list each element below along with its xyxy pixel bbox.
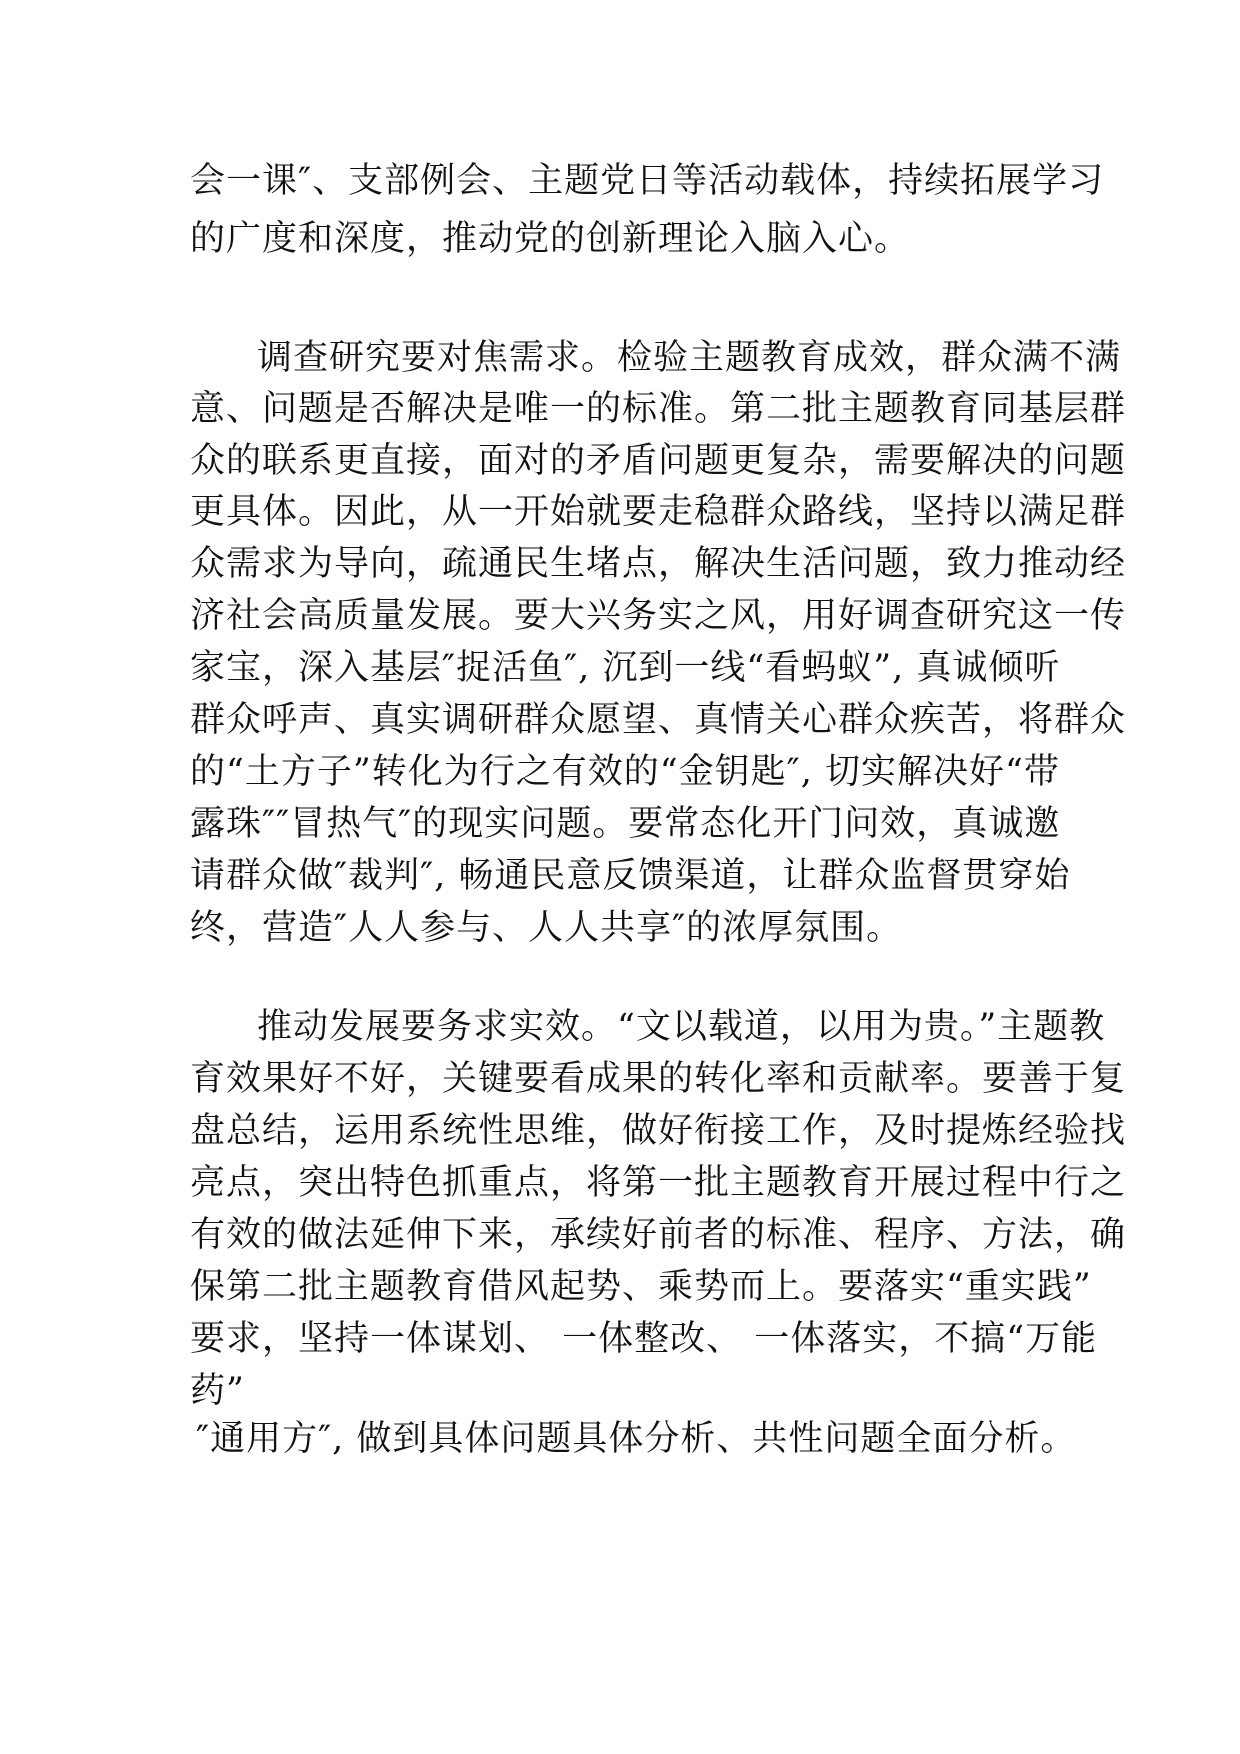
text-line: 保第二批主题教育借风起势、乘势而上。要落实“重实践” — [190, 1267, 1092, 1307]
text-line: 推动发展要务求实效。“文以载道，以用为贵。”主题教 — [257, 1007, 1106, 1047]
text-line: 的“土方子”转化为行之有效的“金钥匙″, 切实解决好“带 — [190, 752, 1060, 792]
text-line: 终，营造″人人参与、人人共享″的浓厚氛围。 — [190, 908, 903, 948]
text-line: 露珠″″冒热气″的现实问题。要常态化开门问效，真诚邀 — [190, 804, 1061, 844]
text-line: 药” — [190, 1371, 245, 1411]
text-line: 盘总结，运用系统性思维，做好衔接工作，及时提炼经验找 — [190, 1111, 1127, 1151]
text-line: 群众呼声、真实调研群众愿望、真情关心群众疾苦，将群众 — [190, 700, 1127, 740]
text-line: 众需求为导向，疏通民生堵点，解决生活问题，致力推动经 — [190, 544, 1127, 584]
text-line: 的广度和深度，推动党的创新理论入脑入心。 — [190, 219, 911, 259]
text-line: 请群众做″裁判″, 畅通民意反馈渠道，让群众监督贯穿始 — [190, 856, 1071, 896]
text-line: 有效的做法延伸下来，承续好前者的标准、程序、方法，确 — [190, 1215, 1127, 1255]
text-line: 调查研究要对焦需求。检验主题教育成效，群众满不满 — [257, 338, 1122, 378]
text-line: 亮点，突出特色抓重点，将第一批主题教育开展过程中行之 — [190, 1163, 1127, 1203]
text-line: 众的联系更直接，面对的矛盾问题更复杂，需要解决的问题 — [190, 441, 1127, 481]
text-line: 会一课″、支部例会、主题党日等活动载体，持续拓展学习 — [190, 161, 1105, 201]
text-line: 要求，坚持一体谋划、 一体整改、 一体落实，不搞“万能 — [190, 1319, 1098, 1359]
text-line: 济社会高质量发展。要大兴务实之风，用好调查研究这一传 — [190, 596, 1127, 636]
text-line: 家宝，深入基层″捉活鱼″, 沉到一线“看蚂蚁”, 真诚倾听 — [190, 648, 1061, 688]
text-line: ″通用方″, 做到具体问题具体分析、共性问题全面分析。 — [196, 1419, 1077, 1459]
text-line: 育效果好不好，关键要看成果的转化率和贡献率。要善于复 — [190, 1059, 1127, 1099]
text-line: 更具体。因此，从一开始就要走稳群众路线，坚持以满足群 — [190, 492, 1127, 532]
text-line: 意、问题是否解决是唯一的标准。第二批主题教育同基层群 — [190, 389, 1127, 429]
